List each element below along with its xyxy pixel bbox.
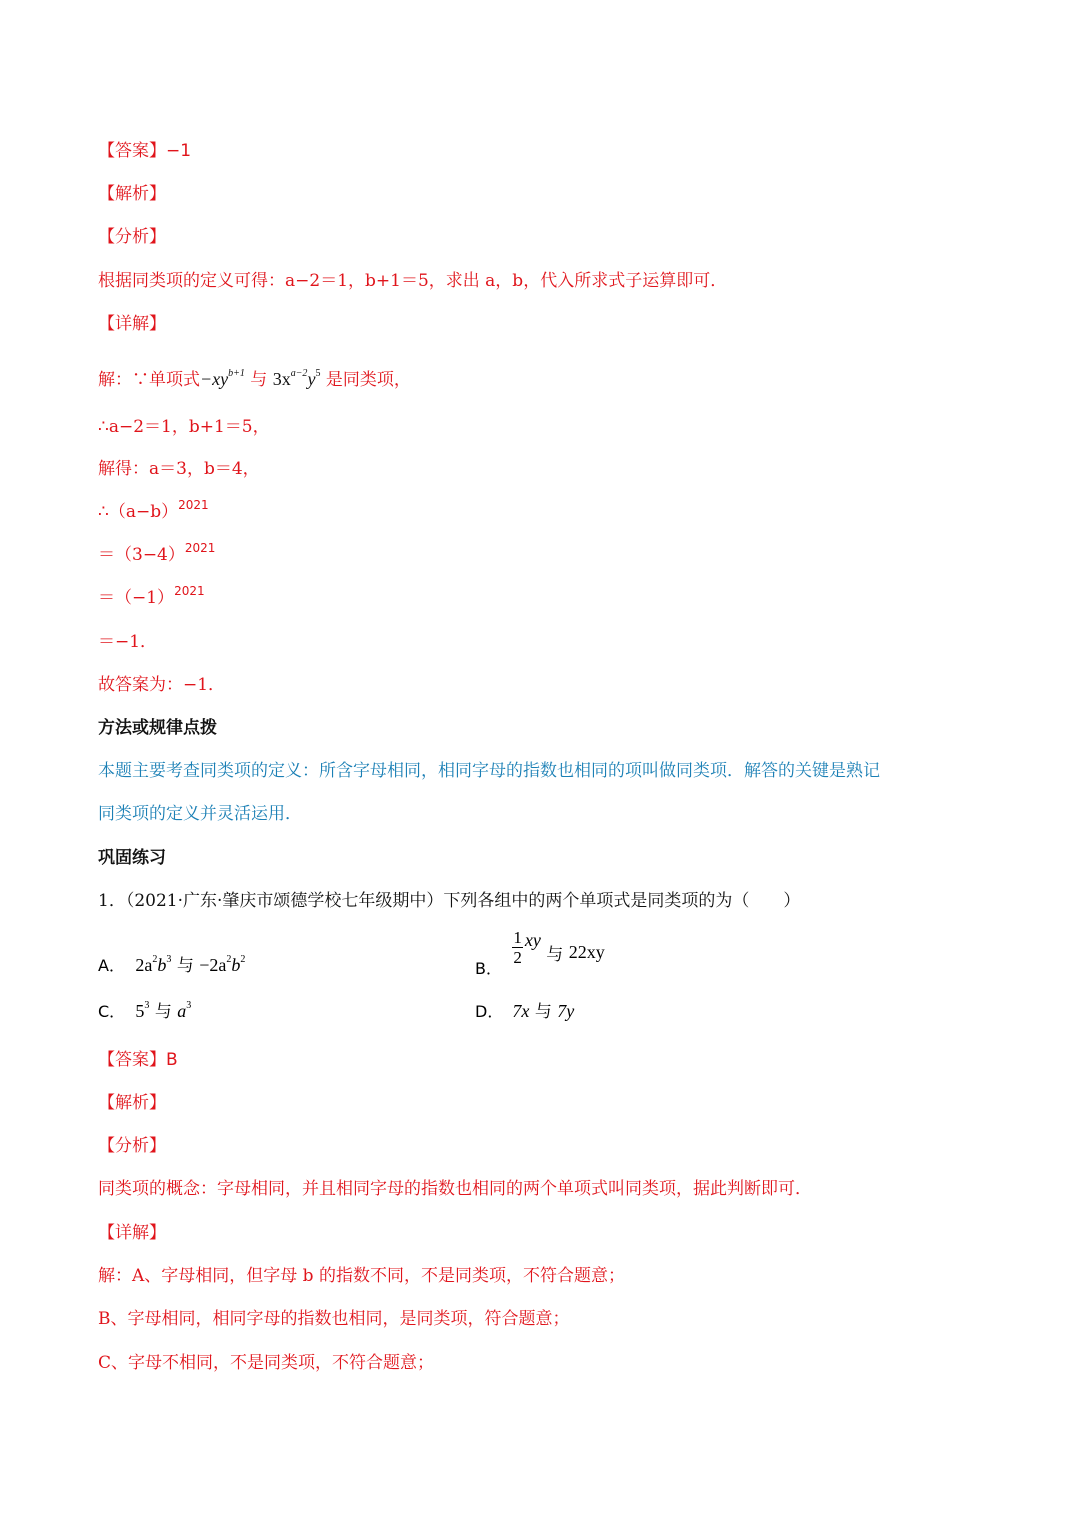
solution-step-1 bbox=[98, 367, 411, 392]
solution-step-4: $\therefore(a-b)^{2021}$ bbox=[98, 498, 209, 522]
option-c[interactable]: C． $5^3$ 与 $a^3$ bbox=[98, 1000, 192, 1022]
option-a[interactable]: A． $2a^2b^3$ 与 $-2a^2b^2$ bbox=[98, 954, 246, 976]
method-title: 方法或规律点拨 bbox=[98, 718, 217, 738]
solution-step-6: $=(-1)^{2021}$ bbox=[98, 584, 205, 608]
solution-line-c: C、字母不相同，不是同类项，不符合题意； bbox=[98, 1353, 435, 1373]
solution-line-b: B、字母相同，相同字母的指数也相同，是同类项，符合题意； bbox=[98, 1309, 570, 1329]
fenxi-text: 根据同类项的定义可得：a−2＝1，b+1＝5，求出 a，b，代入所求式子运算即可． bbox=[98, 271, 728, 291]
solution-step-2: ∴a−2＝1，b+1＝5， bbox=[98, 417, 270, 437]
question-text: 1．（2021·广东·肇庆市颂德学校七年级期中）下列各组中的两个单项式是同类项的为（ ） bbox=[98, 891, 801, 911]
practice-title: 巩固练习 bbox=[98, 848, 166, 868]
fenxi-label-2: 【分析】 bbox=[98, 1136, 166, 1156]
answer-label: 【答案】 bbox=[98, 141, 166, 161]
step1-prefix: 解：∵单项式 bbox=[98, 370, 200, 390]
analysis-label-2: 【解析】 bbox=[98, 1093, 166, 1113]
exponent: 2021 bbox=[178, 498, 209, 512]
fenxi-text-2: 同类项的概念：字母相同，并且相同字母的指数也相同的两个单项式叫同类项，据此判断即可． bbox=[98, 1179, 812, 1199]
fraction-one-half: $\frac{1}{2}$ bbox=[513, 928, 522, 967]
answer-line bbox=[98, 139, 191, 163]
monomial-2: $3x^{a-2}y^5$ bbox=[272, 368, 321, 389]
answer-line-2: 【答案】B bbox=[98, 1050, 178, 1070]
option-a-m1: $2a^2b^3$ bbox=[135, 954, 172, 975]
method-text-1: 本题主要考查同类项的定义：所含字母相同，相同字母的指数也相同的项叫做同类项．解答的关键是熟记 bbox=[98, 761, 880, 781]
step1-suffix: 是同类项， bbox=[325, 370, 411, 390]
monomial-1: $-xy^{b+1}$ bbox=[200, 368, 245, 389]
solution-step-3: 解得：a＝3，b＝4， bbox=[98, 459, 260, 479]
answer-value-2: B bbox=[166, 1050, 178, 1070]
xiangjie-label-2: 【详解】 bbox=[98, 1223, 166, 1243]
option-a-m2: $-2a^2b^2$ bbox=[199, 954, 246, 975]
exponent: 2021 bbox=[184, 541, 216, 555]
answer-value: −1 bbox=[166, 141, 192, 161]
solution-step-5: $=(3-4)^{2021}$ bbox=[98, 541, 216, 565]
method-text-2: 同类项的定义并灵活运用． bbox=[98, 804, 302, 824]
exponent: 2021 bbox=[174, 584, 205, 598]
step1-and: 与 bbox=[250, 370, 268, 390]
final-answer: 故答案为：−1． bbox=[98, 675, 226, 695]
option-d[interactable]: D． 7x 与 7y bbox=[475, 1001, 575, 1022]
xiangjie-label: 【详解】 bbox=[98, 314, 166, 334]
analysis-label: 【解析】 bbox=[98, 184, 166, 204]
solution-step-7: ＝−1． bbox=[98, 632, 158, 652]
option-b[interactable]: B． $\frac{1}{2}$ xy 与 22xy bbox=[475, 928, 605, 978]
fenxi-label: 【分析】 bbox=[98, 227, 166, 247]
solution-line-a: 解：A、字母相同，但字母 b 的指数不同，不是同类项，不符合题意； bbox=[98, 1266, 625, 1286]
